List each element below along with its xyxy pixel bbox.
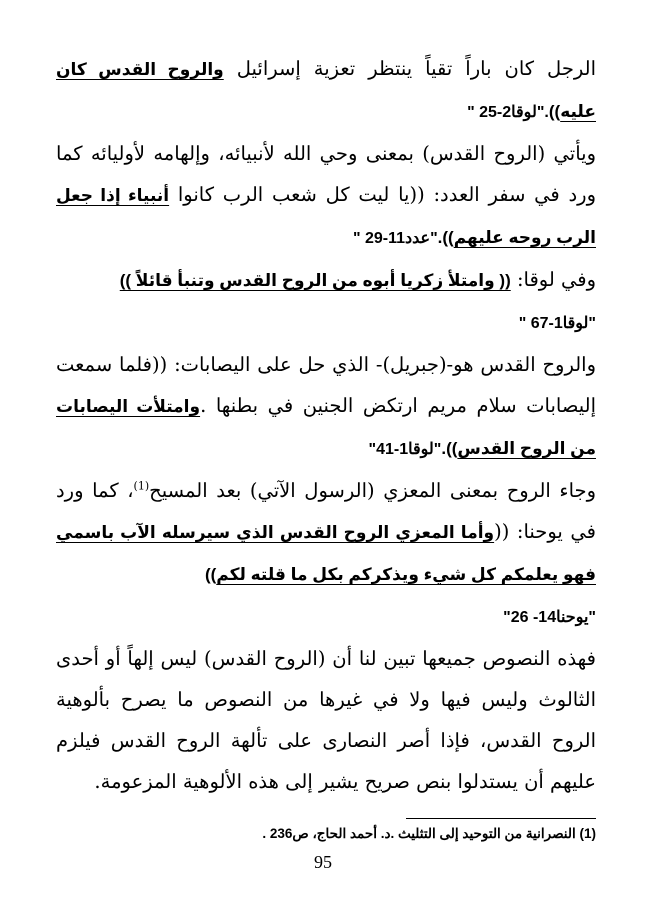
paragraph-5-reference: "يوحنا14- 26" [503, 609, 596, 626]
paragraph-1-text: الرجل كان باراً تقياً ينتظر تعزية إسرائيل [223, 57, 596, 80]
paragraph-2 [56, 133, 596, 259]
footnote-marker: (1) [133, 479, 150, 493]
paragraph-5-text: وجاء الروح بمعنى المعزي (الرسول الآتي) بعد المسيح [149, 479, 596, 502]
paragraph-2-reference: "عدد11-29 " [352, 230, 438, 247]
paragraph-3-text: وفي لوقا: [510, 268, 596, 291]
paragraph-3-ref-line [56, 301, 596, 344]
paragraph-6: فهذه النصوص جميعها تبين لنا أن (الروح القدس) ليس إلهاً أو أحدى الثالوث وليس فيها ولا في غيرها من النصوص ما يصرح بألوهية الروح القدس، فإذا أصر النصارى على تألهة الروح القدس فيلزم عليهم أن يستدلوا بنص صريح يشير إلى هذه الألوهية المزعومة. [56, 647, 596, 793]
paragraph-4-close: )). [441, 439, 458, 458]
paragraph-3 [56, 259, 596, 301]
paragraph-5-quote: وأما المعزي الروح القدس الذي سيرسله الآب باسمي فهو يعلمكم كل شيء ويذكركم بكل ما قلته لكم [56, 523, 596, 584]
body-text [56, 48, 596, 802]
paragraph-5-text-2: ، كما ورد في يوحنا: (( [56, 479, 597, 543]
paragraph-1-reference: ."لوقا2-25 " [467, 104, 549, 121]
paragraph-1-close: )) [548, 102, 561, 121]
footnote: (1) النصرانية من التوحيد إلى التثليث .د. أحمد الحاج، ص236 . [262, 826, 596, 841]
footnote-separator [406, 818, 596, 819]
paragraph-3-reference: "لوقا1-67 " [518, 315, 596, 332]
paragraph-5 [56, 470, 596, 595]
paragraph-5-close: )) [204, 565, 217, 584]
paragraph-4-quote: وامتلأت اليصابات من الروح القدس [56, 397, 596, 458]
paragraph-4 [56, 344, 596, 470]
paragraph-4-text: والروح القدس هو-(جبريل)- الذي حل على اليصابات: ((فلما سمعت إليصابات سلام مريم ارتكض الجنين في بطنها . [56, 353, 596, 417]
paragraph-1-quote: والروح القدس كان عليه [56, 60, 596, 121]
paragraph-2-close: )). [437, 228, 454, 247]
paragraph-3-quote: (( وامتلأ زكريا أبوه من الروح القدس وتنبأ قائلاً )) [119, 271, 511, 290]
paragraph-5-ref-line [56, 595, 596, 638]
page-number: 95 [314, 852, 332, 872]
paragraph-1 [56, 48, 596, 133]
paragraph-2-text: ويأتي (الروح القدس) بمعنى وحي الله لأنبيائه، وإلهامه لأوليائه كما ورد في سفر العدد: ((يا ليت كل شعب الرب كانوا [56, 142, 596, 206]
paragraph-4-reference: "لوقا1-41" [368, 441, 442, 458]
paragraph-2-quote: أنبياء إذا جعل الرب روحه عليهم [56, 186, 596, 247]
